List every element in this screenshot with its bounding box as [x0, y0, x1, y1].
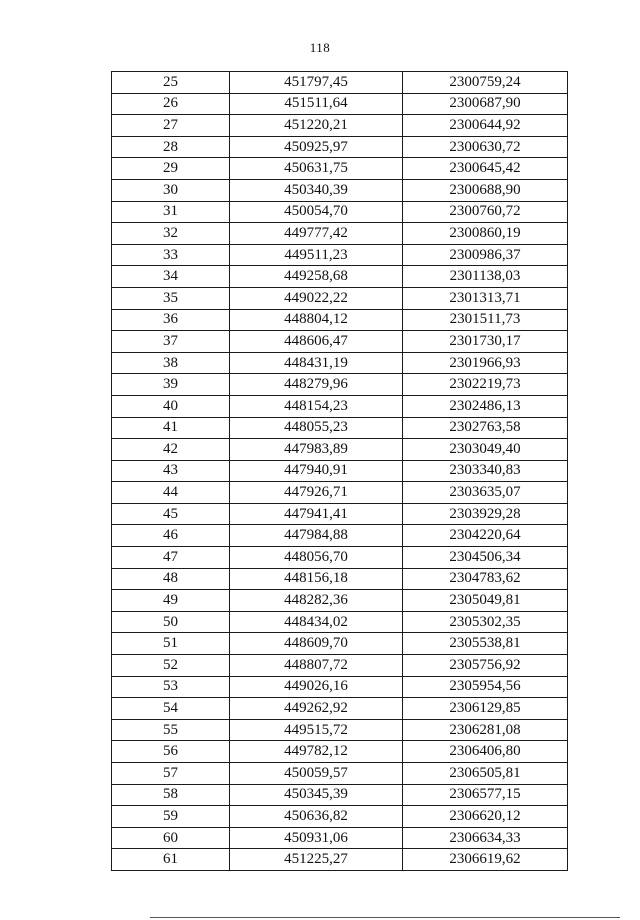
x-coordinate-cell: 448434,02 — [230, 611, 403, 633]
table-row — [112, 244, 568, 266]
y-coordinate-cell: 2301730,17 — [403, 331, 568, 353]
point-number-cell: 47 — [112, 547, 230, 569]
y-coordinate-cell: 2300687,90 — [403, 93, 568, 115]
point-number-cell: 43 — [112, 460, 230, 482]
y-coordinate-cell: 2305756,92 — [403, 655, 568, 677]
table-row — [112, 460, 568, 482]
y-coordinate-cell: 2301511,73 — [403, 309, 568, 331]
x-coordinate-cell: 449511,23 — [230, 244, 403, 266]
x-coordinate-cell: 450631,75 — [230, 158, 403, 180]
table-row — [112, 719, 568, 741]
y-coordinate-cell: 2303049,40 — [403, 439, 568, 461]
table-row — [112, 439, 568, 461]
x-coordinate-cell: 447940,91 — [230, 460, 403, 482]
point-number-cell: 54 — [112, 698, 230, 720]
x-coordinate-cell: 450345,39 — [230, 784, 403, 806]
table-row — [112, 93, 568, 115]
x-coordinate-cell: 448154,23 — [230, 395, 403, 417]
x-coordinate-cell: 450925,97 — [230, 136, 403, 158]
x-coordinate-cell: 448807,72 — [230, 655, 403, 677]
point-number-cell: 55 — [112, 719, 230, 741]
x-coordinate-cell: 448606,47 — [230, 331, 403, 353]
x-coordinate-cell: 450636,82 — [230, 806, 403, 828]
point-number-cell: 26 — [112, 93, 230, 115]
y-coordinate-cell: 2306619,62 — [403, 849, 568, 871]
table-row — [112, 806, 568, 828]
table-row — [112, 482, 568, 504]
table-row — [112, 179, 568, 201]
table-row — [112, 698, 568, 720]
table-row — [112, 287, 568, 309]
y-coordinate-cell: 2306129,85 — [403, 698, 568, 720]
table-row — [112, 676, 568, 698]
y-coordinate-cell: 2306281,08 — [403, 719, 568, 741]
point-number-cell: 29 — [112, 158, 230, 180]
table-row — [112, 223, 568, 245]
y-coordinate-cell: 2305538,81 — [403, 633, 568, 655]
table-row — [112, 352, 568, 374]
y-coordinate-cell: 2300645,42 — [403, 158, 568, 180]
x-coordinate-cell: 451797,45 — [230, 72, 403, 94]
table-row — [112, 136, 568, 158]
y-coordinate-cell: 2304220,64 — [403, 525, 568, 547]
point-number-cell: 58 — [112, 784, 230, 806]
point-number-cell: 61 — [112, 849, 230, 871]
y-coordinate-cell: 2303929,28 — [403, 503, 568, 525]
y-coordinate-cell: 2300760,72 — [403, 201, 568, 223]
x-coordinate-cell: 448431,19 — [230, 352, 403, 374]
y-coordinate-cell: 2300644,92 — [403, 115, 568, 137]
x-coordinate-cell: 449026,16 — [230, 676, 403, 698]
point-number-cell: 50 — [112, 611, 230, 633]
point-number-cell: 36 — [112, 309, 230, 331]
y-coordinate-cell: 2303635,07 — [403, 482, 568, 504]
table-row — [112, 611, 568, 633]
x-coordinate-cell: 447984,88 — [230, 525, 403, 547]
y-coordinate-cell: 2306620,12 — [403, 806, 568, 828]
x-coordinate-cell: 451511,64 — [230, 93, 403, 115]
y-coordinate-cell: 2306634,33 — [403, 827, 568, 849]
coordinates-table-body — [112, 72, 568, 871]
point-number-cell: 33 — [112, 244, 230, 266]
point-number-cell: 39 — [112, 374, 230, 396]
table-row — [112, 331, 568, 353]
table-row — [112, 525, 568, 547]
x-coordinate-cell: 448804,12 — [230, 309, 403, 331]
point-number-cell: 41 — [112, 417, 230, 439]
x-coordinate-cell: 450340,39 — [230, 179, 403, 201]
table-row — [112, 849, 568, 871]
x-coordinate-cell: 450054,70 — [230, 201, 403, 223]
bottom-rule — [150, 917, 620, 918]
table-row — [112, 72, 568, 94]
x-coordinate-cell: 450059,57 — [230, 763, 403, 785]
table-row — [112, 741, 568, 763]
point-number-cell: 34 — [112, 266, 230, 288]
y-coordinate-cell: 2300986,37 — [403, 244, 568, 266]
y-coordinate-cell: 2301966,93 — [403, 352, 568, 374]
table-row — [112, 158, 568, 180]
table-row — [112, 374, 568, 396]
y-coordinate-cell: 2306406,80 — [403, 741, 568, 763]
point-number-cell: 38 — [112, 352, 230, 374]
point-number-cell: 30 — [112, 179, 230, 201]
x-coordinate-cell: 448279,96 — [230, 374, 403, 396]
y-coordinate-cell: 2300688,90 — [403, 179, 568, 201]
x-coordinate-cell: 451220,21 — [230, 115, 403, 137]
x-coordinate-cell: 448609,70 — [230, 633, 403, 655]
y-coordinate-cell: 2302763,58 — [403, 417, 568, 439]
coordinates-table — [111, 71, 568, 871]
x-coordinate-cell: 449777,42 — [230, 223, 403, 245]
x-coordinate-cell: 449515,72 — [230, 719, 403, 741]
point-number-cell: 56 — [112, 741, 230, 763]
x-coordinate-cell: 449022,22 — [230, 287, 403, 309]
point-number-cell: 53 — [112, 676, 230, 698]
y-coordinate-cell: 2302486,13 — [403, 395, 568, 417]
y-coordinate-cell: 2300630,72 — [403, 136, 568, 158]
point-number-cell: 37 — [112, 331, 230, 353]
y-coordinate-cell: 2303340,83 — [403, 460, 568, 482]
table-row — [112, 266, 568, 288]
x-coordinate-cell: 451225,27 — [230, 849, 403, 871]
point-number-cell: 60 — [112, 827, 230, 849]
point-number-cell: 57 — [112, 763, 230, 785]
table-row — [112, 395, 568, 417]
y-coordinate-cell: 2305302,35 — [403, 611, 568, 633]
point-number-cell: 35 — [112, 287, 230, 309]
table-row — [112, 503, 568, 525]
table-row — [112, 115, 568, 137]
y-coordinate-cell: 2300759,24 — [403, 72, 568, 94]
table-row — [112, 417, 568, 439]
x-coordinate-cell: 447941,41 — [230, 503, 403, 525]
y-coordinate-cell: 2304783,62 — [403, 568, 568, 590]
y-coordinate-cell: 2305049,81 — [403, 590, 568, 612]
point-number-cell: 42 — [112, 439, 230, 461]
x-coordinate-cell: 449782,12 — [230, 741, 403, 763]
table-row — [112, 827, 568, 849]
point-number-cell: 59 — [112, 806, 230, 828]
point-number-cell: 51 — [112, 633, 230, 655]
y-coordinate-cell: 2301138,03 — [403, 266, 568, 288]
y-coordinate-cell: 2302219,73 — [403, 374, 568, 396]
point-number-cell: 46 — [112, 525, 230, 547]
x-coordinate-cell: 447983,89 — [230, 439, 403, 461]
page-number: 118 — [309, 40, 331, 55]
table-row — [112, 784, 568, 806]
y-coordinate-cell: 2301313,71 — [403, 287, 568, 309]
table-row — [112, 633, 568, 655]
point-number-cell: 48 — [112, 568, 230, 590]
point-number-cell: 45 — [112, 503, 230, 525]
x-coordinate-cell: 448156,18 — [230, 568, 403, 590]
y-coordinate-cell: 2306505,81 — [403, 763, 568, 785]
x-coordinate-cell: 448055,23 — [230, 417, 403, 439]
x-coordinate-cell: 449258,68 — [230, 266, 403, 288]
table-row — [112, 655, 568, 677]
point-number-cell: 40 — [112, 395, 230, 417]
table-row — [112, 201, 568, 223]
point-number-cell: 44 — [112, 482, 230, 504]
y-coordinate-cell: 2306577,15 — [403, 784, 568, 806]
x-coordinate-cell: 448282,36 — [230, 590, 403, 612]
table-row — [112, 568, 568, 590]
y-coordinate-cell: 2300860,19 — [403, 223, 568, 245]
point-number-cell: 25 — [112, 72, 230, 94]
x-coordinate-cell: 447926,71 — [230, 482, 403, 504]
table-row — [112, 547, 568, 569]
x-coordinate-cell: 449262,92 — [230, 698, 403, 720]
table-row — [112, 590, 568, 612]
point-number-cell: 52 — [112, 655, 230, 677]
point-number-cell: 28 — [112, 136, 230, 158]
point-number-cell: 32 — [112, 223, 230, 245]
x-coordinate-cell: 448056,70 — [230, 547, 403, 569]
x-coordinate-cell: 450931,06 — [230, 827, 403, 849]
y-coordinate-cell: 2304506,34 — [403, 547, 568, 569]
point-number-cell: 49 — [112, 590, 230, 612]
table-row — [112, 309, 568, 331]
y-coordinate-cell: 2305954,56 — [403, 676, 568, 698]
table-row — [112, 763, 568, 785]
point-number-cell: 31 — [112, 201, 230, 223]
point-number-cell: 27 — [112, 115, 230, 137]
